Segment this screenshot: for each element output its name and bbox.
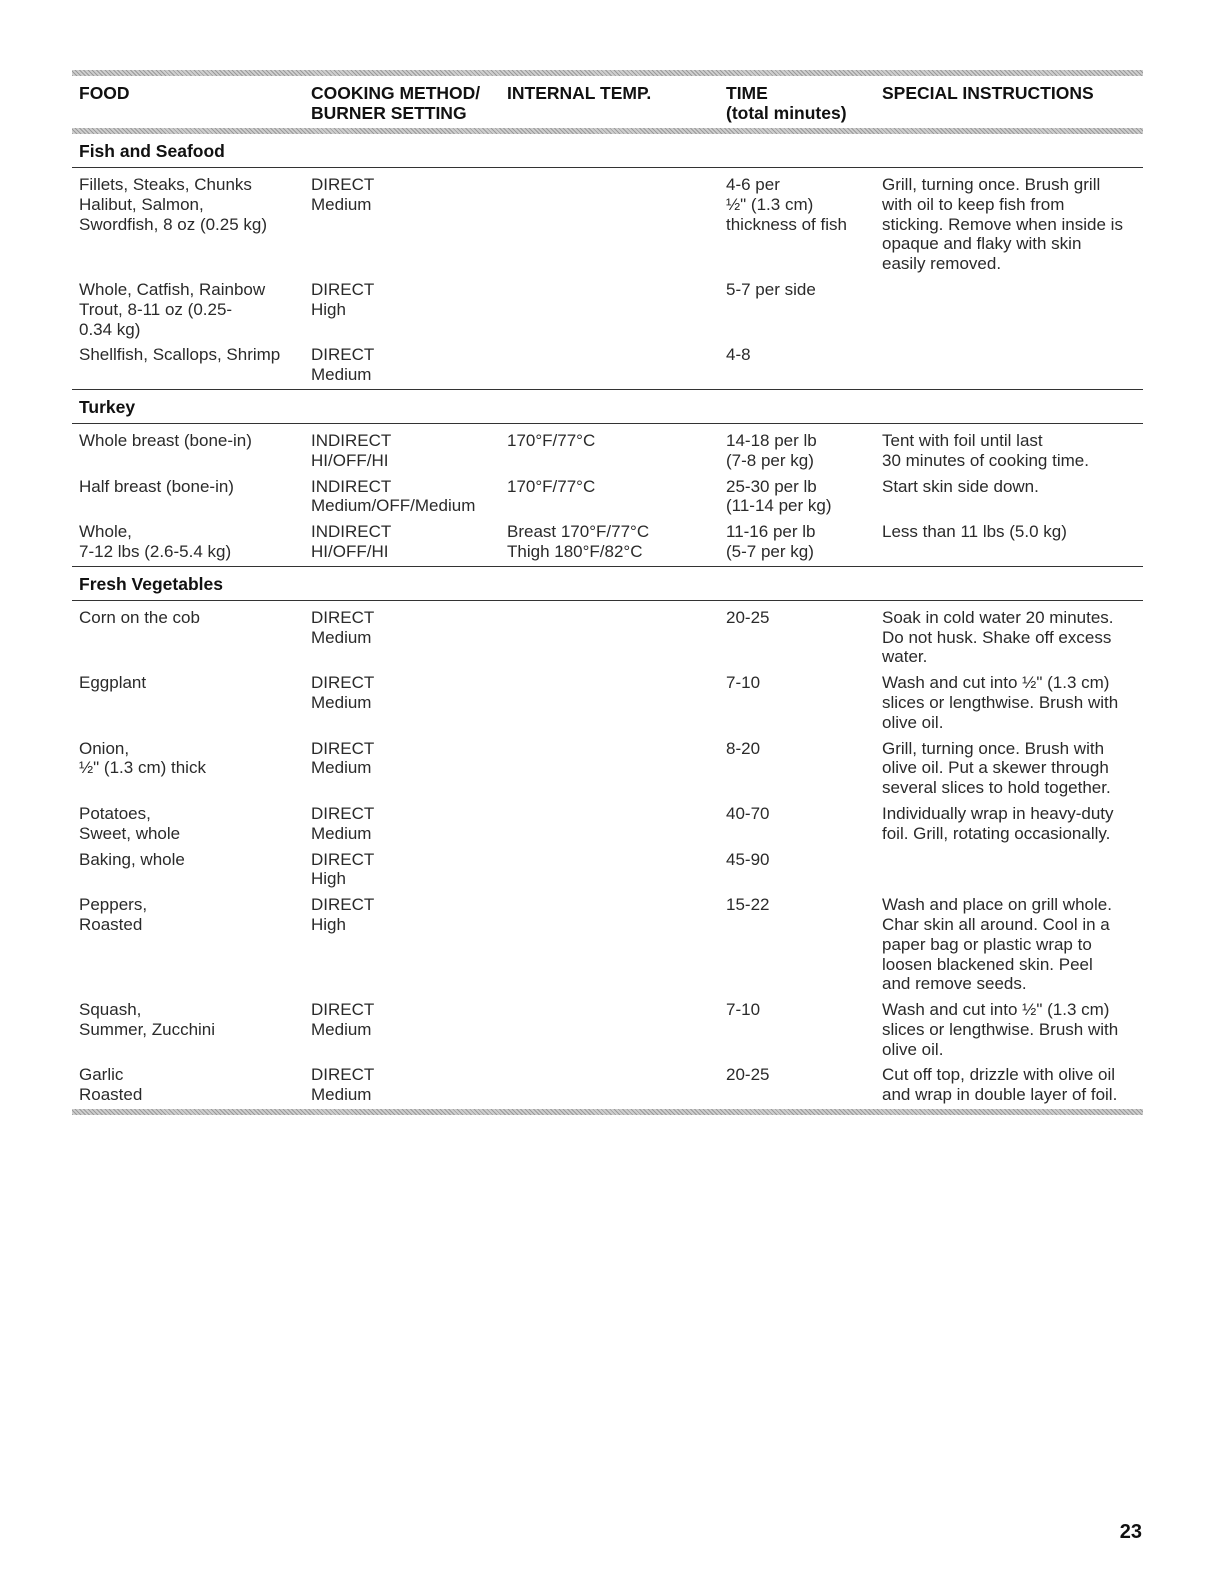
method-cell: DIRECT Medium xyxy=(311,175,375,214)
temp-cell xyxy=(507,175,726,274)
instructions-cell: Wash and cut into ½" (1.3 cm) slices or lengthwise. Brush with olive oil. xyxy=(882,1000,1119,1059)
temp-cell xyxy=(507,895,726,994)
section-title: Fresh Vegetables xyxy=(72,567,1143,601)
temp-cell: Breast 170°F/77°C Thigh 180°F/82°C xyxy=(507,522,650,561)
temp-cell xyxy=(507,345,726,385)
method-cell: DIRECT High xyxy=(311,895,375,934)
time-cell: 7-10 xyxy=(726,673,761,693)
method-cell: INDIRECT Medium/OFF/Medium xyxy=(311,476,476,516)
header-special-instructions: SPECIAL INSTRUCTIONS xyxy=(882,83,1094,103)
method-cell: DIRECT Medium xyxy=(311,1000,375,1039)
method-cell: DIRECT High xyxy=(311,279,375,319)
section xyxy=(72,566,1143,1109)
section-title: Fish and Seafood xyxy=(72,134,1143,168)
method-cell: DIRECT Medium xyxy=(311,1065,375,1105)
food-cell: Corn on the cob xyxy=(79,607,200,627)
header-internal-temp: INTERNAL TEMP. xyxy=(507,83,652,103)
instructions-cell: Individually wrap in heavy-duty foil. Grill, rotating occasionally. xyxy=(882,803,1114,843)
method-cell: DIRECT High xyxy=(311,849,375,889)
food-cell: Whole breast (bone-in) xyxy=(79,430,252,450)
temp-cell: 170°F/77°C xyxy=(507,476,596,496)
temp-cell: 170°F/77°C xyxy=(507,430,596,450)
table-row xyxy=(72,1065,1143,1105)
food-cell: Whole, 7-12 lbs (2.6-5.4 kg) xyxy=(79,522,232,561)
time-cell: 5-7 per side xyxy=(726,279,816,299)
page-number: 23 xyxy=(1119,1521,1142,1543)
table-row xyxy=(72,804,1143,844)
instructions-cell: Grill, turning once. Brush grill with oil to keep fish from sticking. Remove when inside is opaque and flaky with skin easily removed. xyxy=(882,175,1123,274)
table-body xyxy=(72,134,1143,1109)
section-rows xyxy=(72,601,1143,1109)
instructions-cell: Less than 11 lbs (5.0 kg) xyxy=(882,522,1067,542)
bottom-rule xyxy=(72,1109,1143,1115)
method-cell: INDIRECT HI/OFF/HI xyxy=(311,430,392,470)
instructions-cell xyxy=(882,280,1150,339)
section-rows xyxy=(72,168,1143,389)
method-cell: DIRECT Medium xyxy=(311,738,375,778)
section xyxy=(72,389,1143,566)
header-time: TIME (total minutes) xyxy=(726,83,847,123)
table-row xyxy=(72,175,1143,274)
time-cell: 4-6 per ½" (1.3 cm) thickness of fish xyxy=(726,175,847,234)
table-row xyxy=(72,1000,1143,1059)
table-row xyxy=(72,895,1143,994)
time-cell: 20-25 xyxy=(726,1065,770,1085)
food-cell: Whole, Catfish, Rainbow Trout, 8-11 oz (0.25- 0.34 kg) xyxy=(79,279,266,339)
method-cell: INDIRECT HI/OFF/HI xyxy=(311,522,392,561)
method-cell: DIRECT Medium xyxy=(311,673,375,712)
temp-cell xyxy=(507,673,726,732)
food-cell: Eggplant xyxy=(79,673,147,693)
time-cell: 11-16 per lb (5-7 per kg) xyxy=(726,522,816,561)
method-cell: DIRECT Medium xyxy=(311,607,375,647)
temp-cell xyxy=(507,739,726,798)
temp-cell xyxy=(507,1000,726,1059)
header-food: FOOD xyxy=(79,83,130,103)
food-cell: Shellfish, Scallops, Shrimp xyxy=(79,345,281,365)
food-cell: Peppers, Roasted xyxy=(79,895,148,934)
time-cell: 14-18 per lb (7-8 per kg) xyxy=(726,430,817,470)
time-cell: 8-20 xyxy=(726,738,761,758)
food-cell: Potatoes, Sweet, whole xyxy=(79,803,181,843)
temp-cell xyxy=(507,850,726,890)
table-row xyxy=(72,739,1143,798)
table-row xyxy=(72,280,1143,339)
table-row xyxy=(72,345,1143,385)
table-header xyxy=(72,76,1143,128)
time-cell: 4-8 xyxy=(726,345,751,365)
method-cell: DIRECT Medium xyxy=(311,803,375,843)
temp-cell xyxy=(507,280,726,339)
time-cell: 25-30 per lb (11-14 per kg) xyxy=(726,476,832,516)
section-rows xyxy=(72,424,1143,566)
table-row xyxy=(72,477,1143,517)
table-row xyxy=(72,522,1143,562)
instructions-cell: Cut off top, drizzle with olive oil and wrap in double layer of foil. xyxy=(882,1065,1118,1105)
method-cell: DIRECT Medium xyxy=(311,345,375,385)
instructions-cell: Wash and cut into ½" (1.3 cm) slices or lengthwise. Brush with olive oil. xyxy=(882,673,1119,732)
instructions-cell xyxy=(882,345,1150,385)
time-cell: 7-10 xyxy=(726,1000,761,1020)
instructions-cell: Wash and place on grill whole. Char skin all around. Cool in a paper bag or plastic wrap to loosen blackened skin. Peel and remove seeds. xyxy=(882,895,1112,994)
temp-cell xyxy=(507,804,726,844)
food-cell: Garlic Roasted xyxy=(79,1065,143,1105)
instructions-cell: Tent with foil until last 30 minutes of cooking time. xyxy=(882,430,1089,470)
table-row xyxy=(72,673,1143,732)
time-cell: 40-70 xyxy=(726,803,770,823)
temp-cell xyxy=(507,608,726,667)
food-cell: Fillets, Steaks, Chunks Halibut, Salmon, Swordfish, 8 oz (0.25 kg) xyxy=(79,175,268,234)
time-cell: 45-90 xyxy=(726,849,770,869)
food-cell: Half breast (bone-in) xyxy=(79,476,234,496)
time-cell: 20-25 xyxy=(726,607,770,627)
instructions-cell: Grill, turning once. Brush with olive oil. Put a skewer through several slices to hold together. xyxy=(882,738,1111,798)
temp-cell xyxy=(507,1065,726,1105)
table-row xyxy=(72,608,1143,667)
food-cell: Baking, whole xyxy=(79,849,185,869)
table-row xyxy=(72,431,1143,471)
food-cell: Squash, Summer, Zucchini xyxy=(79,1000,216,1039)
table-row xyxy=(72,850,1143,890)
section-title: Turkey xyxy=(72,390,1143,424)
food-cell: Onion, ½" (1.3 cm) thick xyxy=(79,738,206,778)
instructions-cell: Start skin side down. xyxy=(882,476,1039,496)
instructions-cell xyxy=(882,850,1150,890)
time-cell: 15-22 xyxy=(726,895,770,915)
cooking-chart xyxy=(72,70,1143,1115)
section xyxy=(72,134,1143,389)
instructions-cell: Soak in cold water 20 minutes. Do not husk. Shake off excess water. xyxy=(882,607,1114,667)
header-cooking-method: COOKING METHOD/ BURNER SETTING xyxy=(311,83,481,123)
